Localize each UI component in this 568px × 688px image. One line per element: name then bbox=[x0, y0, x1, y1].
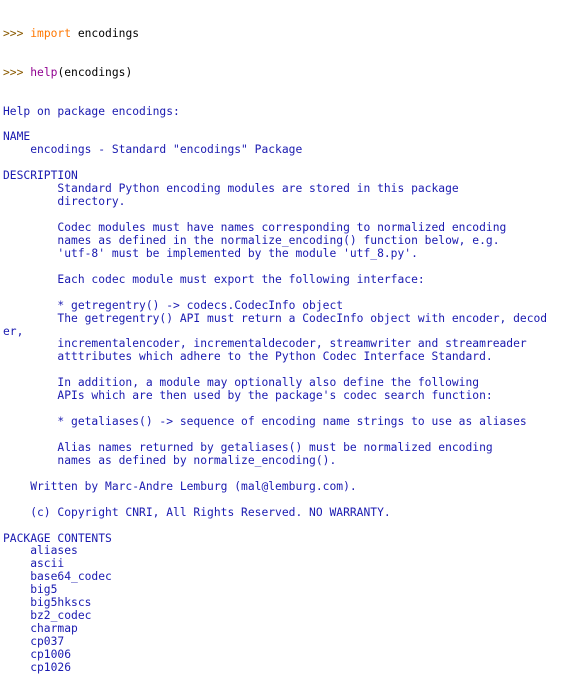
output-line: 'utf-8' must be implemented by the module 'utf_8.py'. bbox=[3, 246, 418, 260]
output-line: cp1006 bbox=[3, 647, 72, 661]
help-builtin: help bbox=[30, 65, 58, 79]
output-line bbox=[3, 287, 566, 300]
output-line bbox=[3, 468, 566, 481]
output-line bbox=[3, 494, 566, 507]
import-target: encodings bbox=[71, 26, 140, 40]
output-line bbox=[3, 119, 566, 132]
output-line: names as defined in the normalize_encoding() function below, e.g. bbox=[3, 233, 500, 247]
python-shell-output[interactable] bbox=[3, 2, 566, 688]
output-line: aliases bbox=[3, 544, 78, 558]
output-line: big5hkscs bbox=[3, 596, 92, 610]
output-line: In addition, a module may optionally also define the following bbox=[3, 376, 480, 390]
output-line: charmap bbox=[3, 622, 78, 636]
output-line bbox=[3, 157, 566, 170]
output-line: Written by Marc-Andre Lemburg (mal@lemburg.com). bbox=[3, 479, 357, 493]
prompt: >>> bbox=[3, 65, 31, 79]
command-line-import bbox=[3, 28, 566, 41]
output-line: (c) Copyright CNRI, All Rights Reserved. NO WARRANTY. bbox=[3, 505, 391, 519]
output-line bbox=[3, 261, 566, 274]
output-line: Codec modules must have names corresponding to normalized encoding bbox=[3, 221, 507, 235]
output-line: names as defined by normalize_encoding(). bbox=[3, 453, 337, 467]
output-line: APIs which are then used by the package's codec search function: bbox=[3, 389, 493, 403]
help-output bbox=[3, 106, 566, 675]
output-line: NAME bbox=[3, 130, 31, 144]
prompt: >>> bbox=[3, 26, 31, 40]
output-line: ascii bbox=[3, 557, 65, 571]
output-line: cp037 bbox=[3, 635, 65, 649]
output-line: Each codec module must export the following interface: bbox=[3, 272, 425, 286]
output-line: atttributes which adhere to the Python Codec Interface Standard. bbox=[3, 350, 493, 364]
output-line bbox=[3, 520, 566, 533]
command-line-help bbox=[3, 67, 566, 80]
output-line: * getaliases() -> sequence of encoding name strings to use as aliases bbox=[3, 415, 527, 429]
output-line: PACKAGE CONTENTS bbox=[3, 531, 112, 545]
output-line: er, bbox=[3, 324, 24, 338]
output-line: directory. bbox=[3, 195, 126, 209]
help-argument: (encodings) bbox=[57, 65, 133, 79]
output-line: Standard Python encoding modules are stored in this package bbox=[3, 182, 459, 196]
output-line: Alias names returned by getaliases() must be normalized encoding bbox=[3, 440, 493, 454]
output-line: encodings - Standard "encodings" Package bbox=[3, 143, 303, 157]
output-line: base64_codec bbox=[3, 570, 112, 584]
output-line: * getregentry() -> codecs.CodecInfo object bbox=[3, 298, 344, 312]
output-line: bz2_codec bbox=[3, 609, 92, 623]
output-line: incrementalencoder, incrementaldecoder, streamwriter and streamreader bbox=[3, 337, 527, 351]
output-line: big5 bbox=[3, 583, 58, 597]
output-line: The getregentry() API must return a CodecInfo object with encoder, decod bbox=[3, 311, 548, 325]
output-line: Help on package encodings: bbox=[3, 104, 180, 118]
output-line: cp1026 bbox=[3, 660, 72, 674]
import-keyword: import bbox=[30, 26, 72, 40]
output-line: DESCRIPTION bbox=[3, 169, 78, 183]
